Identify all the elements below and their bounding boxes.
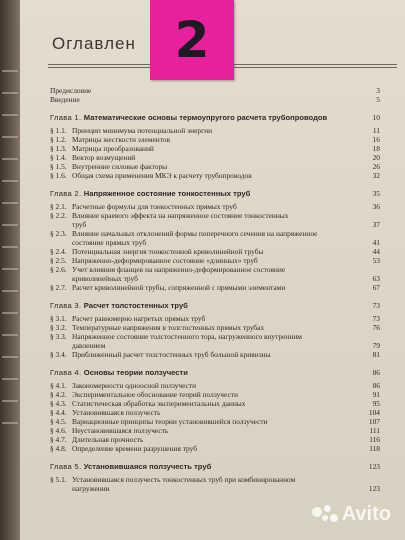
section-page: 111 bbox=[369, 426, 380, 435]
toc-section bbox=[50, 211, 380, 220]
section-number: § 2.7. bbox=[50, 283, 67, 292]
section-title: Учет влияния фланцев на напряженно-деформированное состояние bbox=[72, 265, 286, 274]
section-number: § 4.5. bbox=[50, 417, 67, 426]
section-title-continued: труб bbox=[72, 220, 87, 229]
toc-section-continued bbox=[50, 274, 380, 283]
section-title: Расчетные формулы для тонкостенных прямых труб bbox=[72, 202, 237, 211]
section-heading bbox=[50, 435, 143, 444]
section-title: Внутренние силовые факторы bbox=[72, 162, 168, 171]
section-page: 107 bbox=[368, 417, 380, 426]
toc-front-entry bbox=[50, 95, 380, 104]
section-page: 20 bbox=[372, 153, 380, 162]
section-page: 36 bbox=[372, 202, 380, 211]
section-number: § 4.2. bbox=[50, 390, 67, 399]
toc-section bbox=[50, 202, 380, 211]
section-title: Потенциальная энергия тонкостенной криволинейной трубы bbox=[72, 247, 264, 256]
section-number: § 4.6. bbox=[50, 426, 67, 435]
section-number: § 3.3. bbox=[50, 332, 67, 341]
toc-section bbox=[50, 426, 380, 435]
section-heading bbox=[50, 229, 317, 238]
chapter-heading bbox=[50, 113, 327, 122]
section-heading bbox=[50, 126, 212, 135]
section-number: § 2.3. bbox=[50, 229, 67, 238]
chapter-title: Установившаяся ползучесть труб bbox=[83, 462, 212, 471]
section-title-continued: нагружении bbox=[72, 484, 110, 493]
section-heading bbox=[50, 265, 285, 274]
toc-section bbox=[50, 256, 380, 265]
section-title: Матрицы преобразований bbox=[72, 144, 154, 153]
chapter-page: 73 bbox=[372, 301, 380, 310]
chapter-page: 35 bbox=[372, 189, 380, 198]
section-page: 81 bbox=[372, 350, 380, 359]
section-heading bbox=[50, 390, 238, 399]
section-heading bbox=[50, 417, 268, 426]
toc-section bbox=[50, 126, 380, 135]
toc-chapter bbox=[50, 189, 380, 198]
section-number: § 3.1. bbox=[50, 314, 67, 323]
section-heading bbox=[50, 323, 264, 332]
section-number: § 1.4. bbox=[50, 153, 67, 162]
section-page: 91 bbox=[372, 390, 380, 399]
section-heading bbox=[50, 408, 160, 417]
toc-section bbox=[50, 283, 380, 292]
section-heading bbox=[50, 283, 285, 292]
section-heading bbox=[50, 162, 167, 171]
section-number: § 2.6. bbox=[50, 265, 67, 274]
toc-chapter bbox=[50, 368, 380, 377]
chapter-heading bbox=[50, 189, 250, 198]
section-title: Определение времени разрушения труб bbox=[72, 444, 197, 453]
section-title-continued: давлением bbox=[72, 341, 106, 350]
section-number: § 4.3. bbox=[50, 399, 67, 408]
section-page: 11 bbox=[372, 126, 380, 135]
section-number: § 2.4. bbox=[50, 247, 67, 256]
section-number: § 4.8. bbox=[50, 444, 67, 453]
section-title: Влияние начальных отклонений формы поперечного сечения на напряженное bbox=[72, 229, 318, 238]
section-heading bbox=[50, 444, 197, 453]
chapter-label: Глава 3. bbox=[50, 301, 82, 310]
section-page: 16 bbox=[372, 135, 380, 144]
page-title: Оглавлен bbox=[52, 34, 136, 53]
toc-front-entry bbox=[50, 86, 380, 95]
toc-section-continued bbox=[50, 238, 380, 247]
section-number: § 4.7. bbox=[50, 435, 67, 444]
section-title: Длительная прочность bbox=[72, 435, 144, 444]
chapter-heading bbox=[50, 301, 188, 310]
toc-section bbox=[50, 399, 380, 408]
chapter-title: Напряженное состояние тонкостенных труб bbox=[83, 189, 251, 198]
toc-section bbox=[50, 323, 380, 332]
section-number: § 4.4. bbox=[50, 408, 67, 417]
section-title: Установившаяся ползучесть тонкостенных труб при комбинированном bbox=[72, 475, 296, 484]
section-heading bbox=[50, 314, 205, 323]
chapter-label: Глава 4. bbox=[50, 368, 82, 377]
section-number: § 1.6. bbox=[50, 171, 67, 180]
section-title: Расчет криволинейной трубы, сопряженной с прямыми элементами bbox=[72, 283, 286, 292]
toc-section bbox=[50, 229, 380, 238]
section-title: Вектор возмущений bbox=[72, 153, 136, 162]
toc-section bbox=[50, 475, 380, 484]
toc-section-continued bbox=[50, 220, 380, 229]
toc-chapter bbox=[50, 462, 380, 471]
section-heading bbox=[50, 135, 170, 144]
section-number: § 2.2. bbox=[50, 211, 67, 220]
section-page: 73 bbox=[372, 314, 380, 323]
section-heading bbox=[50, 211, 288, 220]
section-title: Статистическая обработка экспериментальных данных bbox=[72, 399, 246, 408]
section-page: 32 bbox=[372, 171, 380, 180]
section-page: 41 bbox=[372, 238, 380, 247]
section-title: Напряженно-деформированное состояние «длинных» труб bbox=[72, 256, 258, 265]
toc-section bbox=[50, 314, 380, 323]
section-heading bbox=[50, 332, 302, 341]
section-heading bbox=[50, 399, 245, 408]
section-number: § 2.5. bbox=[50, 256, 67, 265]
section-heading bbox=[50, 426, 168, 435]
section-title: Матрицы жесткости элементов bbox=[72, 135, 171, 144]
chapter-label: Глава 2. bbox=[50, 189, 82, 198]
section-page: 53 bbox=[372, 256, 380, 265]
section-heading bbox=[50, 350, 271, 359]
section-number: § 1.3. bbox=[50, 144, 67, 153]
toc-section-continued bbox=[50, 484, 380, 493]
avito-watermark bbox=[312, 503, 391, 526]
section-page: 116 bbox=[369, 435, 380, 444]
avito-watermark-text: Avito bbox=[341, 503, 391, 525]
toc-chapter bbox=[50, 113, 380, 122]
section-page: 104 bbox=[368, 408, 380, 417]
toc-section bbox=[50, 162, 380, 171]
section-page: 95 bbox=[372, 399, 380, 408]
toc-front-entry-title: Введение bbox=[50, 95, 80, 104]
section-number: § 5.1. bbox=[50, 475, 67, 484]
toc-section bbox=[50, 265, 380, 274]
book-spine bbox=[0, 0, 22, 540]
section-page: 18 bbox=[372, 144, 380, 153]
section-title: Приближенный расчет толстостенных труб большой кривизны bbox=[72, 350, 271, 359]
section-page: 26 bbox=[372, 162, 380, 171]
section-page: 37 bbox=[372, 220, 380, 229]
section-title: Неустановившаяся ползучесть bbox=[72, 426, 169, 435]
section-title: Напряженное состояние толстостенного тора, нагруженного внутренним bbox=[72, 332, 302, 341]
avito-logo-icon bbox=[312, 505, 338, 525]
section-heading bbox=[50, 381, 196, 390]
toc-chapter bbox=[50, 301, 380, 310]
chapter-label: Глава 1. bbox=[50, 113, 82, 122]
toc-section bbox=[50, 144, 380, 153]
toc-section bbox=[50, 171, 380, 180]
toc-section bbox=[50, 408, 380, 417]
toc-section-continued bbox=[50, 341, 380, 350]
section-page: 79 bbox=[372, 341, 380, 350]
chapter-heading bbox=[50, 462, 211, 471]
toc-section bbox=[50, 332, 380, 341]
toc-section bbox=[50, 247, 380, 256]
section-number: § 3.4. bbox=[50, 350, 67, 359]
toc-section bbox=[50, 350, 380, 359]
section-page: 123 bbox=[368, 484, 380, 493]
section-title: Общая схема применения МКЭ к расчету трубопроводов bbox=[72, 171, 252, 180]
table-of-contents bbox=[50, 86, 380, 493]
section-page: 86 bbox=[372, 381, 380, 390]
toc-section bbox=[50, 381, 380, 390]
chapter-page: 123 bbox=[368, 462, 380, 471]
section-title: Закономерности одноосной ползучести bbox=[72, 381, 197, 390]
toc-front-entry-title: Предисловие bbox=[50, 86, 92, 95]
toc-section bbox=[50, 390, 380, 399]
section-title-continued: криволинейных труб bbox=[72, 274, 138, 283]
section-number: § 2.1. bbox=[50, 202, 67, 211]
section-heading bbox=[50, 247, 263, 256]
number-sticker: 2 bbox=[150, 0, 234, 80]
spine-text-strip bbox=[2, 70, 18, 430]
section-number: § 1.5. bbox=[50, 162, 67, 171]
section-heading bbox=[50, 171, 252, 180]
section-number: § 3.2. bbox=[50, 323, 67, 332]
chapter-title: Математические основы термоупругого расчета трубопроводов bbox=[83, 113, 328, 122]
section-heading bbox=[50, 153, 135, 162]
section-title: Принцип минимума потенциальной энергии bbox=[72, 126, 213, 135]
section-number: § 4.1. bbox=[50, 381, 67, 390]
section-title: Установившаяся ползучесть bbox=[72, 408, 161, 417]
section-page: 76 bbox=[372, 323, 380, 332]
toc-section bbox=[50, 135, 380, 144]
section-heading bbox=[50, 144, 154, 153]
section-title: Вариационные принципы теории установившейся ползучести bbox=[72, 417, 268, 426]
chapter-page: 10 bbox=[372, 113, 380, 122]
chapter-title: Основы теории ползучести bbox=[83, 368, 188, 377]
section-number: § 1.2. bbox=[50, 135, 67, 144]
section-page: 118 bbox=[369, 444, 380, 453]
chapter-label: Глава 5. bbox=[50, 462, 82, 471]
section-title: Температурные напряжения в толстостенных прямых трубах bbox=[72, 323, 265, 332]
toc-front-entry-page: 3 bbox=[376, 86, 380, 95]
toc-section bbox=[50, 153, 380, 162]
section-title: Экспериментальное обоснование теорий ползучести bbox=[72, 390, 238, 399]
chapter-page: 86 bbox=[372, 368, 380, 377]
section-number: § 1.1. bbox=[50, 126, 67, 135]
toc-section bbox=[50, 444, 380, 453]
section-page: 44 bbox=[372, 247, 380, 256]
toc-section bbox=[50, 417, 380, 426]
toc-front-entry-page: 5 bbox=[376, 95, 380, 104]
section-heading bbox=[50, 256, 258, 265]
section-heading bbox=[50, 475, 295, 484]
section-heading bbox=[50, 202, 237, 211]
section-page: 67 bbox=[372, 283, 380, 292]
section-title-continued: состояние прямых труб bbox=[72, 238, 147, 247]
section-title: Влияние краевого эффекта на напряженное состояние тонкостенных bbox=[72, 211, 289, 220]
section-page: 63 bbox=[372, 274, 380, 283]
section-title: Расчет равномерно нагретых прямых труб bbox=[72, 314, 206, 323]
chapter-heading bbox=[50, 368, 188, 377]
toc-section bbox=[50, 435, 380, 444]
chapter-title: Расчет толстостенных труб bbox=[83, 301, 188, 310]
